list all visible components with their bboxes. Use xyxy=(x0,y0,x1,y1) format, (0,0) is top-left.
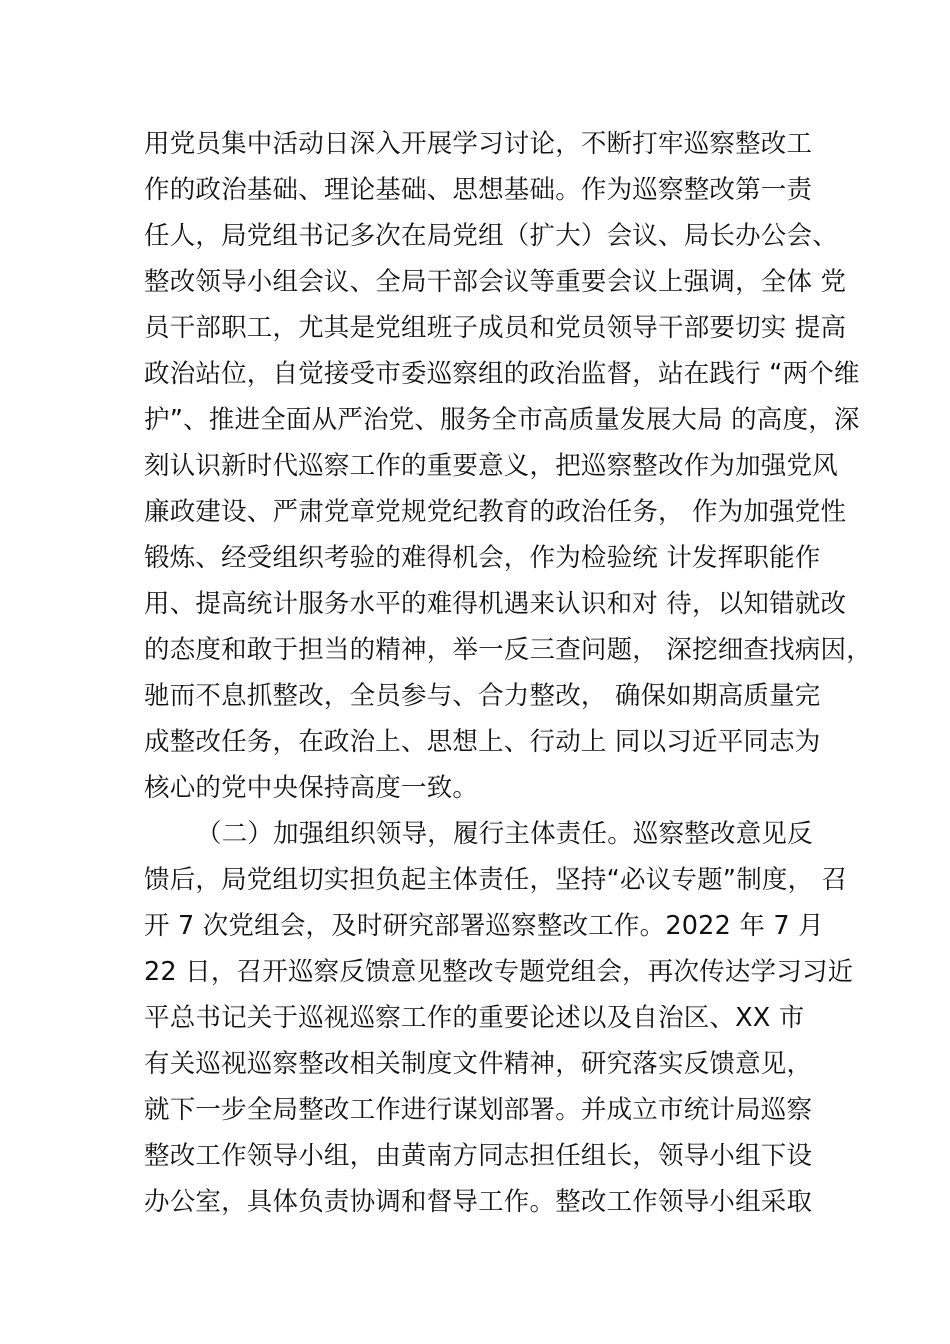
text-line: 用、提高统计服务水平的难得机遇来认识和对 待，以知错就改 xyxy=(144,589,847,619)
text-line: 整改领导小组会议、全局干部会议等重要会议上强调，全体 党 xyxy=(144,267,847,297)
text-line: 任人，局党组书记多次在局党组（扩大）会议、局长办公会、 xyxy=(144,221,838,251)
text-line: 就下一步全局整改工作进行谋划部署。并成立市统计局巡察 xyxy=(144,1095,813,1125)
section-heading-line: （二）加强组织领导，履行主体责任。巡察整改意见反 xyxy=(196,819,813,849)
text-line: 刻认识新时代巡察工作的重要意义，把巡察整改作为加强党风 xyxy=(144,451,838,481)
text-line: 的态度和敢于担当的精神，举一反三查问题， 深挖细查找病因， xyxy=(144,635,872,665)
text-line: 平总书记关于巡视巡察工作的重要论述以及自治区、XX 市 xyxy=(144,1003,805,1033)
text-line: 22 日，召开巡察反馈意见整改专题党组会，再次传达学习习近 xyxy=(144,957,854,987)
text-line: 办公室，具体负责协调和督导工作。整改工作领导小组采取 xyxy=(144,1187,813,1217)
text-line: 驰而不息抓整改，全员参与、合力整改， 确保如期高质量完 xyxy=(144,681,821,711)
text-line: 成整改任务，在政治上、思想上、行动上 同以习近平同志为 xyxy=(144,727,821,757)
text-line: 作的政治基础、理论基础、思想基础。作为巡察整改第一责 xyxy=(144,175,813,205)
text-line: 用党员集中活动日深入开展学习讨论，不断打牢巡察整改工 xyxy=(144,129,813,159)
text-line: 核心的党中央保持高度一致。 xyxy=(144,773,479,803)
text-line: 政治站位，自觉接受市委巡察组的政治监督，站在践行 “两个维 xyxy=(144,359,860,389)
text-line: 馈后，局党组切实担负起主体责任，坚持“必议专题”制度， 召 xyxy=(144,865,848,895)
text-line: 整改工作领导小组，由黄南方同志担任组长，领导小组下设 xyxy=(144,1141,813,1171)
text-line: 护”、推进全面从严治党、服务全市高质量发展大局 的高度，深 xyxy=(144,405,860,435)
text-line: 有关巡视巡察整改相关制度文件精神，研究落实反馈意见， xyxy=(144,1049,813,1079)
text-line: 员干部职工，尤其是党组班子成员和党员领导干部要切实 提高 xyxy=(144,313,847,343)
text-line: 锻炼、经受组织考验的难得机会，作为检验统 计发挥职能作 xyxy=(144,543,821,573)
text-line: 开 7 次党组会，及时研究部署巡察整改工作。2022 年 7 月 xyxy=(144,911,824,941)
text-line: 廉政建设、严肃党章党规党纪教育的政治任务， 作为加强党性 xyxy=(144,497,847,527)
